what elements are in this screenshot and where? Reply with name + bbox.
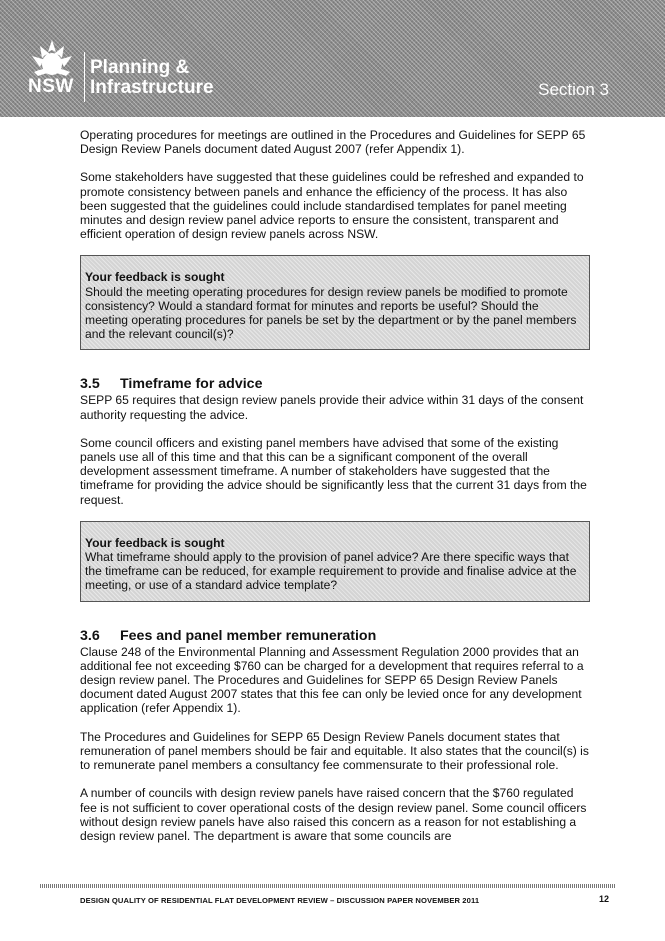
feedback-title: Your feedback is sought	[85, 270, 225, 285]
footer-title: DESIGN QUALITY OF RESIDENTIAL FLAT DEVELOPMENT REVIEW – DISCUSSION PAPER NOVEMBER 2011	[80, 896, 480, 905]
section-3-6-paragraph-3: A number of councils with design review panels have raised concern that the $760 regulated fee is not sufficient to cover operational costs of the design review panel. Some council officers without design review panels have also raised this concern as a reason for not establishing a design review panel. The department is aware that some councils are	[80, 786, 587, 843]
intro-paragraph-2: Some stakeholders have suggested that these guidelines could be refreshed and expanded to promote consistency between panels and enhance the efficiency of the process. It has also been suggested that the guidelines could include standardised templates for panel meeting minutes and design review panel advice reports to ensure the consistent, transparent and efficient operation of design review panels across NSW.	[80, 170, 584, 242]
feedback-body: What timeframe should apply to the provision of panel advice? Are there specific ways that the timeframe can be reduced, for example requirement to provide and finalise advice at the meeting, or use of a standard advice template?	[85, 550, 577, 593]
brand-line-2: Infrastructure	[90, 77, 214, 98]
brand-name	[90, 58, 214, 98]
logo-divider	[84, 52, 85, 102]
page-number: 12	[599, 894, 610, 904]
section-number: 3.6	[80, 627, 100, 644]
page-header	[0, 0, 665, 117]
section-3-5-paragraph-2: Some council officers and existing panel members have advised that some of the existing panels use all of this time and that this can be a significant component of the overall development assessment timeframe. A number of stakeholders have suggested that the timeframe for providing the advice should be significantly less that the current 31 days from the request.	[80, 435, 587, 507]
waratah-logo-icon	[26, 38, 78, 78]
section-title: Timeframe for advice	[120, 376, 263, 393]
section-heading-3-6	[80, 628, 590, 645]
section-number: 3.5	[80, 376, 100, 393]
section-3-6-paragraph-1: Clause 248 of the Environmental Planning and Assessment Regulation 2000 provides that an additional fee not exceeding $760 can be charged for a development that requires referral to a design review panel. The Procedures and Guidelines for SEPP 65 Design Review Panels document dated August 2007 states that this fee can only be levied once for any development application (refer Appendix 1).	[80, 644, 584, 716]
section-heading-3-5	[80, 376, 590, 393]
section-3-6-paragraph-2: The Procedures and Guidelines for SEPP 65 Design Review Panels document states that remuneration of panel members should be fair and equitable. It also states that the council(s) is to remunerate panel members a consultancy fee commensurate to their professional role.	[80, 729, 589, 773]
feedback-body: Should the meeting operating procedures for design review panels be modified to promote consistency? Would a standard format for minutes and reports be useful? Should the meeting operating procedures for panels be set by the department or by the panel members and the relevant council(s)?	[85, 284, 577, 342]
page-content	[80, 128, 590, 857]
section-label: Section 3	[538, 80, 609, 99]
footer-divider	[40, 884, 616, 888]
feedback-box-2	[80, 521, 590, 602]
section-title: Fees and panel member remuneration	[120, 627, 377, 644]
brand-line-1: Planning &	[90, 57, 190, 78]
nsw-logo-text: NSW	[28, 76, 74, 97]
section-3-5-paragraph-1: SEPP 65 requires that design review panels provide their advice within 31 days of the consent authority requesting the advice.	[80, 393, 584, 422]
feedback-box-1	[80, 255, 590, 350]
intro-paragraph-1: Operating procedures for meetings are outlined in the Procedures and Guidelines for SEPP 65 Design Review Panels document dated August 2007 (refer Appendix 1).	[80, 128, 586, 157]
feedback-title: Your feedback is sought	[85, 535, 225, 550]
